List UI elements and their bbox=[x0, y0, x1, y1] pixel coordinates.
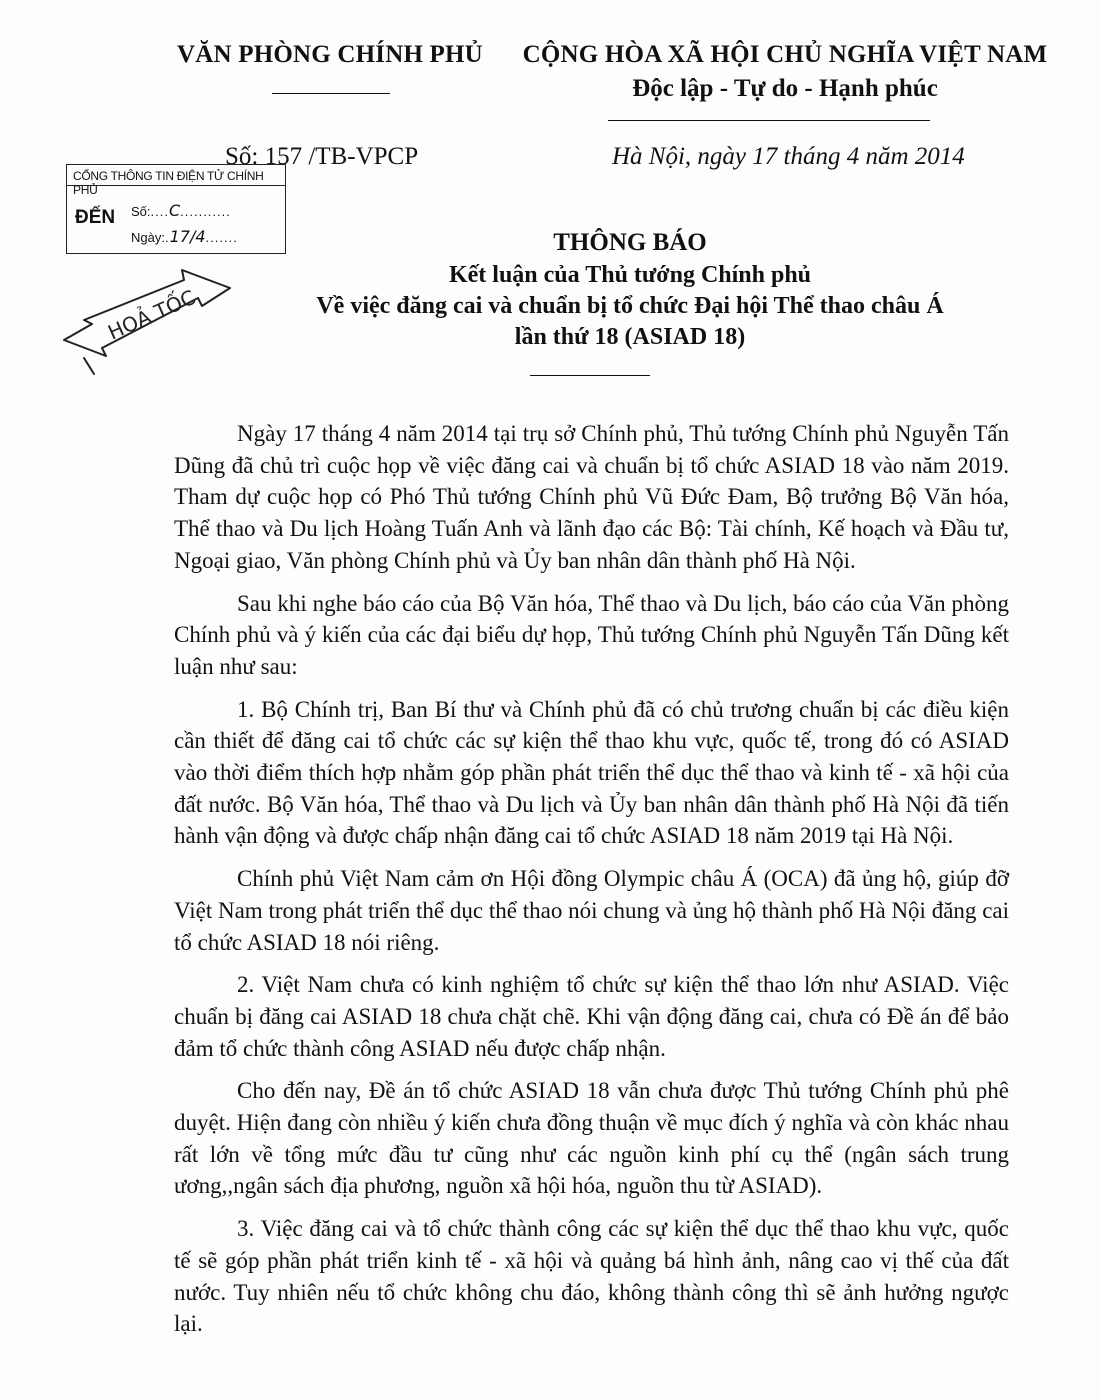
national-motto: Độc lập - Tự do - Hạnh phúc bbox=[632, 75, 938, 102]
motto-underline bbox=[608, 120, 930, 121]
stamp-header: CỔNG THÔNG TIN ĐIỆN TỬ CHÍNH PHỦ bbox=[67, 165, 285, 186]
stamp-den-label: ĐẾN bbox=[75, 207, 116, 228]
urgent-stamp-text: HOẢ TỐC bbox=[104, 284, 199, 345]
body-paragraph: Ngày 17 tháng 4 năm 2014 tại trụ sở Chính phủ, Thủ tướng Chính phủ Nguyễn Tấn Dũng đã chủ trì cuộc họp về việc đăng cai và chuẩn bị tổ chức ASIAD 18 vào năm 2019. Tham dự cuộc họp có Phó Thủ tướng Chính phủ Vũ Đức Đam, Bộ trưởng Bộ Văn hóa, Thể thao và Du lịch Hoàng Tuấn Anh và lãnh đạo các Bộ: Tài chính, Kế hoạch và Đầu tư, Ngoại giao, Văn phòng Chính phủ và Ủy ban nhân dân thành phố Hà Nội. bbox=[174, 421, 1009, 573]
body-paragraph: Chính phủ Việt Nam cảm ơn Hội đồng Olympic châu Á (OCA) đã ủng hộ, giúp đỡ Việt Nam trong phát triển thể dục thể thao nói chung và ủng hộ thành phố Hà Nội đăng cai tổ chức ASIAD 18 nói riêng. bbox=[174, 866, 1009, 955]
nation-header bbox=[515, 38, 1055, 106]
agency-name: VĂN PHÒNG CHÍNH PHỦ bbox=[177, 41, 483, 68]
stamp-so-value: C bbox=[168, 201, 181, 220]
stamp-so-line: Số:....C........... bbox=[131, 201, 231, 220]
body-paragraph: Cho đến nay, Đề án tổ chức ASIAD 18 vẫn chưa được Thủ tướng Chính phủ phê duyệt. Hiện đang còn nhiều ý kiến chưa đồng thuận về mục đích ý nghĩa và còn khác nhau rất lớn về tổng mức đầu tư cũng như các nguồn kinh phí cụ thể (ngân sách trung ương,,ngân sách địa phương, nguồn xã hội hóa, nguồn thu từ ASIAD). bbox=[174, 1078, 1009, 1199]
stamp-ngay-line: Ngày:.17/4....... bbox=[131, 227, 238, 246]
notice-subtitle-3: lần thứ 18 (ASIAD 18) bbox=[514, 324, 746, 350]
title-underline bbox=[530, 375, 650, 376]
notice-subtitle-2: Về việc đăng cai và chuẩn bị tổ chức Đại hội Thể thao châu Á bbox=[316, 293, 944, 319]
stamp-so-label: Số: bbox=[131, 204, 151, 219]
body-paragraph: Sau khi nghe báo cáo của Bộ Văn hóa, Thể thao và Du lịch, báo cáo của Văn phòng Chính phủ và ý kiến của các đại biểu dự họp, Thủ tướng Chính phủ Nguyễn Tấn Dũng kết luận như sau: bbox=[174, 590, 1009, 679]
stamp-ngay-value: 17/4 bbox=[169, 227, 206, 246]
agency-underline bbox=[272, 93, 390, 94]
urgent-stamp bbox=[54, 262, 239, 387]
document-date: Hà Nội, ngày 17 tháng 4 năm 2014 bbox=[612, 143, 965, 170]
notice-title: THÔNG BÁO bbox=[553, 229, 707, 256]
nation-name: CỘNG HÒA XÃ HỘI CHỦ NGHĨA VIỆT NAM bbox=[522, 41, 1048, 68]
notice-subtitle-1: Kết luận của Thủ tướng Chính phủ bbox=[448, 262, 812, 288]
stamp-ngay-label: Ngày: bbox=[131, 230, 165, 245]
document-number: Số: 157 /TB-VPCP bbox=[225, 143, 419, 170]
agency-header bbox=[150, 38, 510, 72]
notice-body bbox=[174, 418, 1009, 1351]
urgent-tail-line bbox=[84, 358, 94, 374]
body-paragraph: 3. Việc đăng cai và tổ chức thành công các sự kiện thể dục thể thao khu vực, quốc tế sẽ góp phần phát triển kinh tế - xã hội và quảng bá hình ảnh, nâng cao vị thế của đất nước. Tuy nhiên nếu tổ chức không chu đáo, không thành công thì sẽ ảnh hưởng ngược lại. bbox=[174, 1216, 1009, 1337]
body-paragraph: 1. Bộ Chính trị, Ban Bí thư và Chính phủ đã có chủ trương chuẩn bị các điều kiện cần thiết để đăng cai tổ chức các sự kiện thể thao khu vực, quốc tế, trong đó có ASIAD vào thời điểm thích hợp nhằm góp phần phát triển thể dục thể thao và kinh tế - xã hội của đất nước. Bộ Văn hóa, Thể thao và Du lịch và Ủy ban nhân dân thành phố Hà Nội đã tiến hành vận động và được chấp nhận đăng cai tổ chức ASIAD 18 năm 2019 tại Hà Nội. bbox=[174, 696, 1009, 849]
body-paragraph: 2. Việt Nam chưa có kinh nghiệm tổ chức sự kiện thể thao lớn như ASIAD. Việc chuẩn bị đăng cai ASIAD 18 chưa chặt chẽ. Khi vận động đăng cai, chưa có Đề án để bảo đảm tổ chức thành công ASIAD nếu được chấp nhận. bbox=[174, 972, 1009, 1061]
notice-title-block bbox=[230, 226, 1030, 353]
